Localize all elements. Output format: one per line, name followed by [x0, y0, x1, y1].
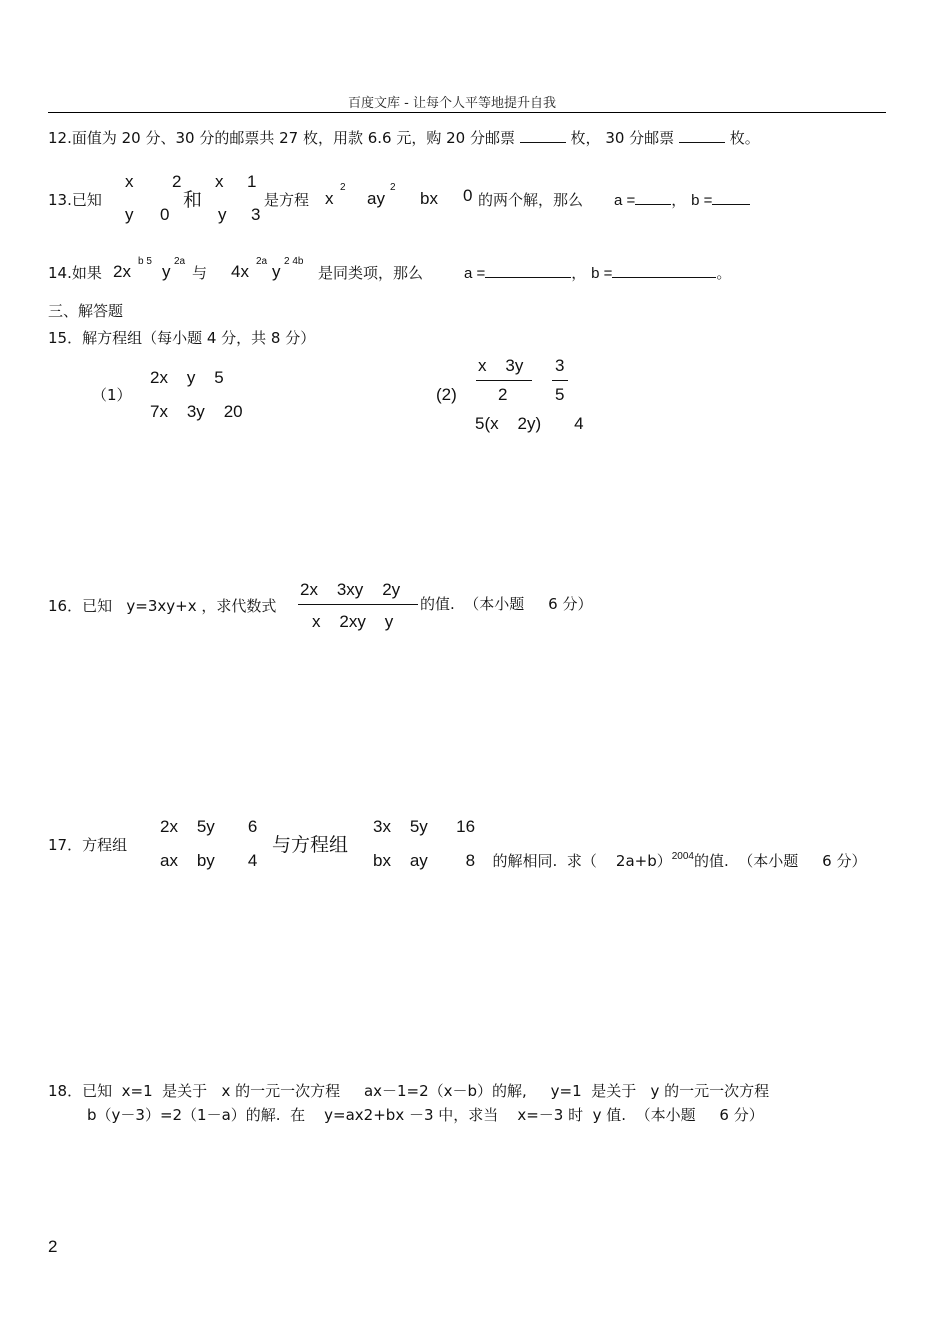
q13-bx: bx	[420, 189, 438, 208]
q14-b-blank[interactable]	[612, 263, 716, 278]
page-number: 2	[48, 1237, 58, 1256]
q15-title: 15．解方程组（每小题 4 分，共 8 分）	[48, 329, 316, 347]
q17-tail	[483, 832, 866, 871]
q17-sys2-row1: 3x 5y 16	[373, 817, 476, 836]
q14-term1: 2x	[113, 262, 131, 281]
q15-part1-row1: 2x y 5	[150, 368, 224, 387]
q14-term2-sup: 2a	[256, 256, 268, 267]
q13-x: x	[325, 189, 334, 208]
q15-part2-row2: 5(x 2y) 4	[475, 414, 584, 433]
q13-x-sup: 2	[340, 182, 346, 193]
q13-sep: ，	[671, 191, 687, 209]
page-header-title: 百度文库 - 让每个人平等地提升自我	[348, 96, 556, 111]
q13-mid: 是方程	[264, 191, 310, 209]
q13-sys1-r2a: y	[125, 205, 134, 224]
q13-ay: ay	[367, 189, 385, 208]
q15-part2-rhs-numerator: 3	[555, 356, 565, 375]
q13-sys1-r2b: 0	[160, 205, 170, 224]
q13-sys2-r1a: x	[215, 172, 224, 191]
q17-exponent: 2004	[671, 851, 694, 862]
q13-b-blank[interactable]	[712, 190, 750, 205]
q13-a-blank[interactable]	[635, 190, 671, 205]
q16-prefix: 16．已知 y=3xy+x ，求代数式	[48, 597, 277, 615]
q17-tail-1: 的解相同. 求（ 2a+b）	[492, 852, 672, 870]
q14-mid: 是同类项，那么	[318, 264, 424, 282]
q18-line-2: b（y－3）=2（1－a）的解. 在 y=ax2+bx －3 中，求当 x=－3 时 y 值. （本小题 6 分）	[87, 1106, 764, 1124]
q17-prefix: 17．方程组	[48, 836, 128, 854]
q14-term2: 4x	[231, 262, 249, 281]
question-12	[48, 127, 760, 148]
q14-sep: ，	[571, 264, 587, 282]
q12-text-1: 12.面值为 20 分、30 分的邮票共 27 枚，用款 6.6 元，购 20 分邮票	[48, 129, 515, 147]
q14-a-label: a =	[464, 265, 486, 282]
q15-part2-rhs-denominator: 5	[555, 385, 565, 404]
q15-part2-label: (2)	[436, 385, 457, 404]
q17-sys1-row2: ax by 4	[160, 851, 258, 870]
q14-b-label: b =	[591, 265, 613, 282]
q13-zero: 0	[463, 186, 473, 205]
q17-sys2-row2: bx ay 8	[373, 851, 476, 870]
q17-tail-2: 的值. （本小题 6 分）	[694, 852, 867, 870]
q13-a-label: a =	[614, 192, 636, 209]
q16-tail: 的值. （本小题 6 分）	[420, 595, 593, 613]
q18-line-1: 18．已知 x=1 是关于 x 的一元一次方程 ax－1=2（x－b）的解, y=1 是关于 y 的一元一次方程	[48, 1082, 770, 1100]
q16-fraction-bar	[298, 604, 418, 605]
header-rule	[48, 112, 886, 113]
q12-blank-30[interactable]	[679, 128, 725, 143]
q13-sys2-r2a: y	[218, 205, 227, 224]
q13-prefix: 13.已知	[48, 191, 102, 209]
q14-term2-ysup: 2 4b	[284, 256, 304, 267]
q13-sys2-r2b: 3	[251, 205, 261, 224]
q15-part1-row2: 7x 3y 20	[150, 402, 243, 421]
q13-and: 和	[183, 189, 203, 211]
section-3-heading: 三、解答题	[48, 302, 124, 320]
q14-term1-y: y	[162, 262, 171, 281]
q13-ay-sup: 2	[390, 182, 396, 193]
q16-denominator: x 2xy y	[312, 612, 394, 631]
q14-term2-y: y	[272, 262, 281, 281]
q15-part2-numerator: x 3y	[478, 356, 524, 375]
q15-part2-rhs-fraction-bar	[552, 380, 568, 381]
q17-sys1-row1: 2x 5y 6	[160, 817, 258, 836]
q17-mid: 与方程组	[272, 834, 349, 856]
q14-with: 与	[192, 264, 208, 282]
q14-prefix: 14.如果	[48, 264, 102, 282]
q14-answers	[464, 262, 731, 283]
q12-blank-20[interactable]	[520, 128, 566, 143]
q15-part1-label: （1）	[92, 386, 132, 404]
q16-numerator: 2x 3xy 2y	[300, 580, 401, 599]
q13-sys2-r1b: 1	[247, 172, 257, 191]
q13-tail: 的两个解，那么	[478, 191, 584, 209]
q15-part2-denominator: 2	[498, 385, 508, 404]
q13-b-label: b =	[691, 192, 713, 209]
q14-term1-ysup: 2a	[174, 256, 186, 267]
q13-sys1-r1b: 2	[172, 172, 182, 191]
q12-text-3: 枚。	[729, 129, 760, 147]
q15-part2-fraction-bar	[476, 380, 532, 381]
q14-end: 。	[716, 264, 732, 282]
q12-text-2: 枚， 30 分邮票	[570, 129, 675, 147]
q14-a-blank[interactable]	[485, 263, 571, 278]
q14-term1-sup: b 5	[138, 256, 152, 267]
q13-answers	[614, 189, 750, 210]
q13-sys1-r1a: x	[125, 172, 134, 191]
